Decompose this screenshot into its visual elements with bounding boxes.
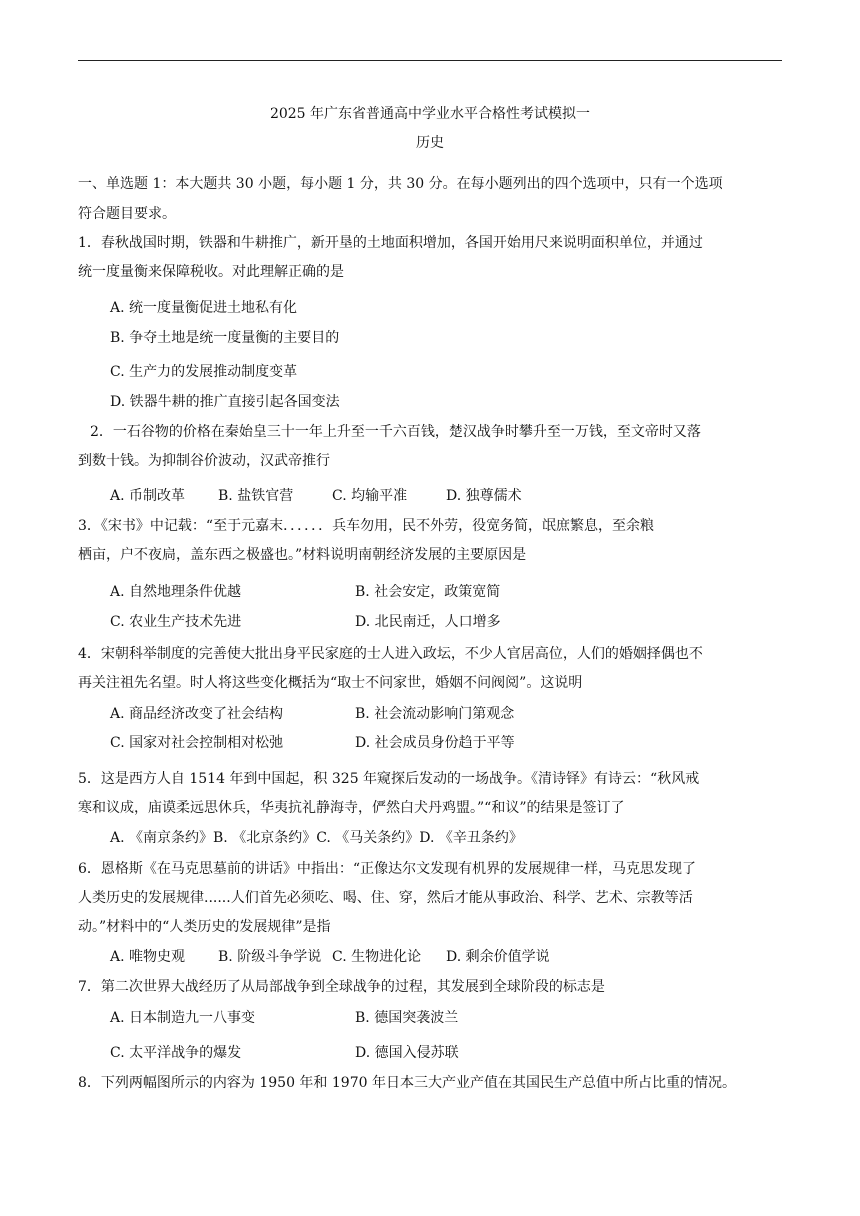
q4-stem-line1: 4．宋朝科举制度的完善使大批出身平民家庭的士人进入政坛，不少人官居高位，人们的婚姻择偶也不	[78, 646, 703, 662]
q6-option-c: C. 生物进化论	[332, 949, 422, 965]
q1-option-b: B. 争夺土地是统一度量衡的主要目的	[110, 330, 340, 346]
q6-stem-line3: 动。”材料中的“人类历史的发展规律”是指	[78, 919, 331, 935]
q7-option-b: B. 德国突袭波兰	[355, 1010, 459, 1026]
q1-option-d: D. 铁器牛耕的推广直接引起各国变法	[110, 394, 340, 410]
q6-stem-line2: 人类历史的发展规律......人们首先必须吃、喝、住、穿，然后才能从事政治、科学、艺术、宗教等活	[78, 890, 693, 906]
q5-stem-line1: 5．这是西方人自 1514 年到中国起，积 325 年窥探后发动的一场战争。《清诗铎》有诗云：“秋风戒	[78, 771, 700, 787]
q2-option-b: B. 盐铁官营	[218, 488, 294, 504]
q1-stem-line2: 统一度量衡来保障税收。对此理解正确的是	[78, 264, 344, 280]
q4-option-b: B. 社会流动影响门第观念	[355, 706, 515, 722]
q2-option-a: A. 币制改革	[110, 488, 186, 504]
header-rule	[78, 60, 782, 61]
q7-stem-line1: 7．第二次世界大战经历了从局部战争到全球战争的过程，其发展到全球阶段的标志是	[78, 979, 605, 995]
q7-option-d: D. 德国入侵苏联	[355, 1045, 459, 1061]
q1-option-a: A. 统一度量衡促进土地私有化	[110, 300, 298, 316]
subject-title: 历史	[416, 135, 444, 151]
q3-option-c: C. 农业生产技术先进	[110, 614, 242, 630]
q6-option-d: D. 剩余价值学说	[446, 949, 550, 965]
q4-option-d: D. 社会成员身份趋于平等	[355, 735, 515, 751]
q3-option-a: A. 自然地理条件优越	[110, 584, 242, 600]
q4-option-c: C. 国家对社会控制相对松弛	[110, 735, 284, 751]
q2-stem-line1: 2．一石谷物的价格在秦始皇三十一年上升至一千六百钱，楚汉战争时攀升至一万钱，至文帝时又落	[90, 424, 701, 440]
q2-stem-line2: 到数十钱。为抑制谷价波动，汉武帝推行	[78, 453, 330, 469]
q6-option-a: A. 唯物史观	[110, 949, 186, 965]
q6-stem-line1: 6．恩格斯《在马克思墓前的讲话》中指出：“正像达尔文发现有机界的发展规律一样，马克思发现了	[78, 861, 697, 877]
q7-option-c: C. 太平洋战争的爆发	[110, 1045, 242, 1061]
q3-option-d: D. 北民南迁，人口增多	[355, 614, 501, 630]
q2-option-d: D. 独尊儒术	[446, 488, 522, 504]
q3-stem-line1: 3．《宋书》中记载：“至于元嘉末．．．．．．兵车勿用，民不外劳，役宽务简，氓庶繁息，至余粮	[78, 518, 655, 534]
q6-option-b: B. 阶级斗争学说	[218, 949, 322, 965]
q8-stem-line1: 8．下列两幅图所示的内容为 1950 年和 1970 年日本三大产业产值在其国民生产总值中所占比重的情况。	[78, 1075, 736, 1091]
q7-option-a: A. 日本制造九一八事变	[110, 1010, 256, 1026]
q1-stem-line1: 1．春秋战国时期，铁器和牛耕推广，新开垦的土地面积增加，各国开始用尺来说明面积单位，并通过	[78, 235, 703, 251]
exam-title: 2025 年广东省普通高中学业水平合格性考试模拟一	[269, 106, 591, 122]
q4-option-a: A. 商品经济改变了社会结构	[110, 706, 284, 722]
q5-stem-line2: 寒和议成，庙谟柔远思休兵，华夷抗礼静海寺，俨然白犬丹鸡盟。”“和议”的结果是签订了	[78, 800, 625, 816]
q3-option-b: B. 社会安定，政策宽简	[355, 584, 501, 600]
q3-stem-line2: 栖亩，户不夜扃，盖东西之极盛也。”材料说明南朝经济发展的主要原因是	[78, 547, 527, 563]
q5-options: A. 《南京条约》B. 《北京条约》C. 《马关条约》D. 《辛丑条约》	[110, 830, 523, 846]
q4-stem-line2: 再关注祖先名望。时人将这些变化概括为“取士不问家世，婚姻不问阀阅”。这说明	[78, 675, 583, 691]
q2-option-c: C. 均输平准	[332, 488, 408, 504]
section-instructions-line1: 一、单选题 1：本大题共 30 小题，每小题 1 分，共 30 分。在每小题列出的四个选项中，只有一个选项	[78, 176, 723, 192]
section-instructions-line2: 符合题目要求。	[78, 206, 176, 222]
q1-option-c: C. 生产力的发展推动制度变革	[110, 364, 298, 380]
